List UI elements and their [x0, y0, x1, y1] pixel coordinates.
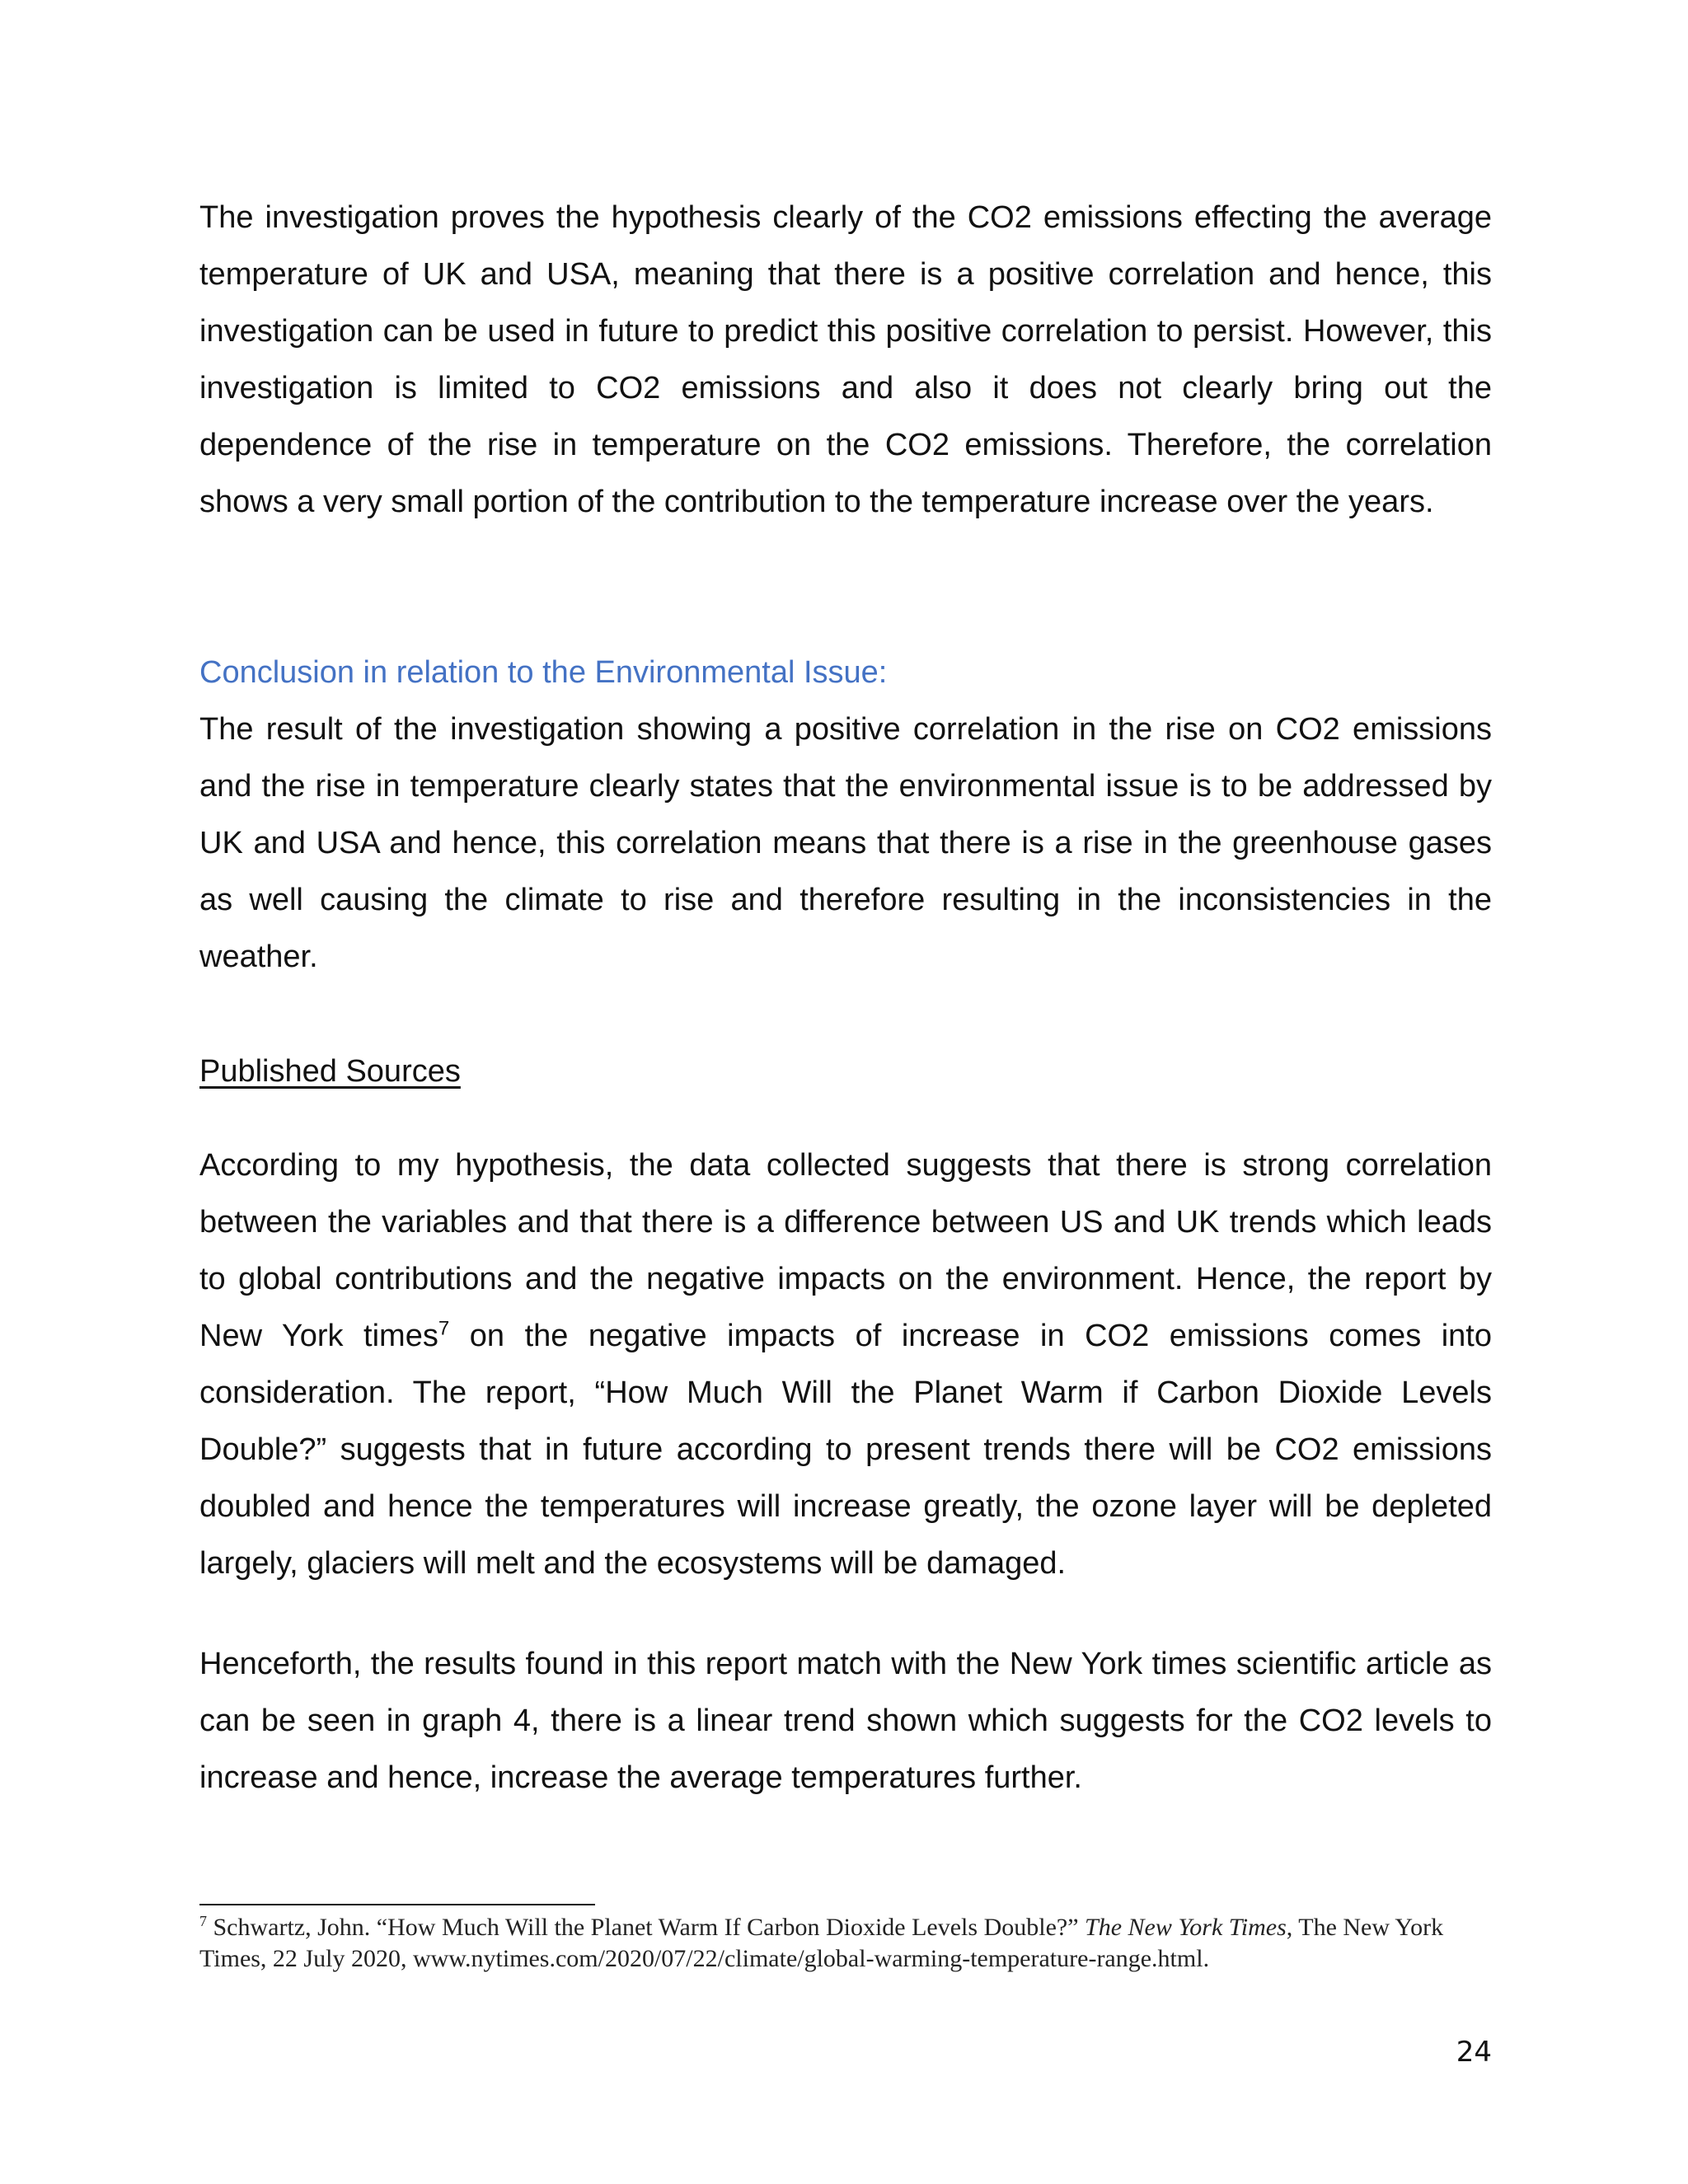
paragraph-published-sources: [199, 1137, 1492, 1592]
footnote-text-before-title: Schwartz, John. “How Much Will the Planet Warm If Carbon Dioxide Levels Double?”: [207, 1914, 1085, 1941]
footnote: [199, 1912, 1492, 1975]
footnote-text-after-title: , The New York Times, 22 July 2020, www.nytimes.com/2020/07/22/climate/global-warming-temperature-range.html.: [199, 1914, 1444, 1972]
paragraph-text-before-ref: According to my hypothesis, the data collected suggests that there is strong correlation between the variables and that there is a difference between US and UK trends which leads to global contributions and the negative impacts on the environment. Hence, the report by New York times: [199, 1148, 1492, 1353]
paragraph-henceforth: Henceforth, the results found in this report match with the New York times scientific article as can be seen in graph 4, there is a linear trend shown which suggests for the CO2 levels to increase and hence, increase the average temperatures further.: [199, 1647, 1492, 1795]
page-number: 24: [1456, 2036, 1492, 2069]
footnote-reference[interactable]: 7: [438, 1317, 450, 1340]
paragraph-conclusion: The result of the investigation showing a positive correlation in the rise on CO2 emissions and the rise in temperature clearly states that the environmental issue is to be addressed by UK and USA and hence, this correlation means that there is a rise in the greenhouse gases as well causing the climate to rise and therefore resulting in the inconsistencies in the weather.: [199, 712, 1492, 974]
heading-published-sources: Published Sources: [199, 1054, 461, 1089]
heading-conclusion-environmental-issue: Conclusion in relation to the Environmental Issue:: [199, 655, 888, 690]
paragraph-investigation-hypothesis: The investigation proves the hypothesis clearly of the CO2 emissions effecting the average temperature of UK and USA, meaning that there is a positive correlation and hence, this investigation can be used in future to predict this positive correlation to persist. However, this investigation is limited to CO2 emissions and also it does not clearly bring out the dependence of the rise in temperature on the CO2 emissions. Therefore, the correlation shows a very small portion of the contribution to the temperature increase over the years.: [199, 200, 1492, 519]
footnote-separator: [199, 1904, 595, 1905]
footnote-publication-title: The New York Times: [1085, 1914, 1287, 1941]
paragraph-text-after-ref: on the negative impacts of increase in CO2 emissions comes into consideration. The report, “How Much Will the Planet Warm if Carbon Dioxide Levels Double?” suggests that in future according to present trends there will be CO2 emissions doubled and hence the temperatures will increase greatly, the ozone layer will be depleted largely, glaciers will melt and the ecosystems will be damaged.: [199, 1319, 1493, 1581]
footnote-number: 7: [199, 1913, 207, 1929]
